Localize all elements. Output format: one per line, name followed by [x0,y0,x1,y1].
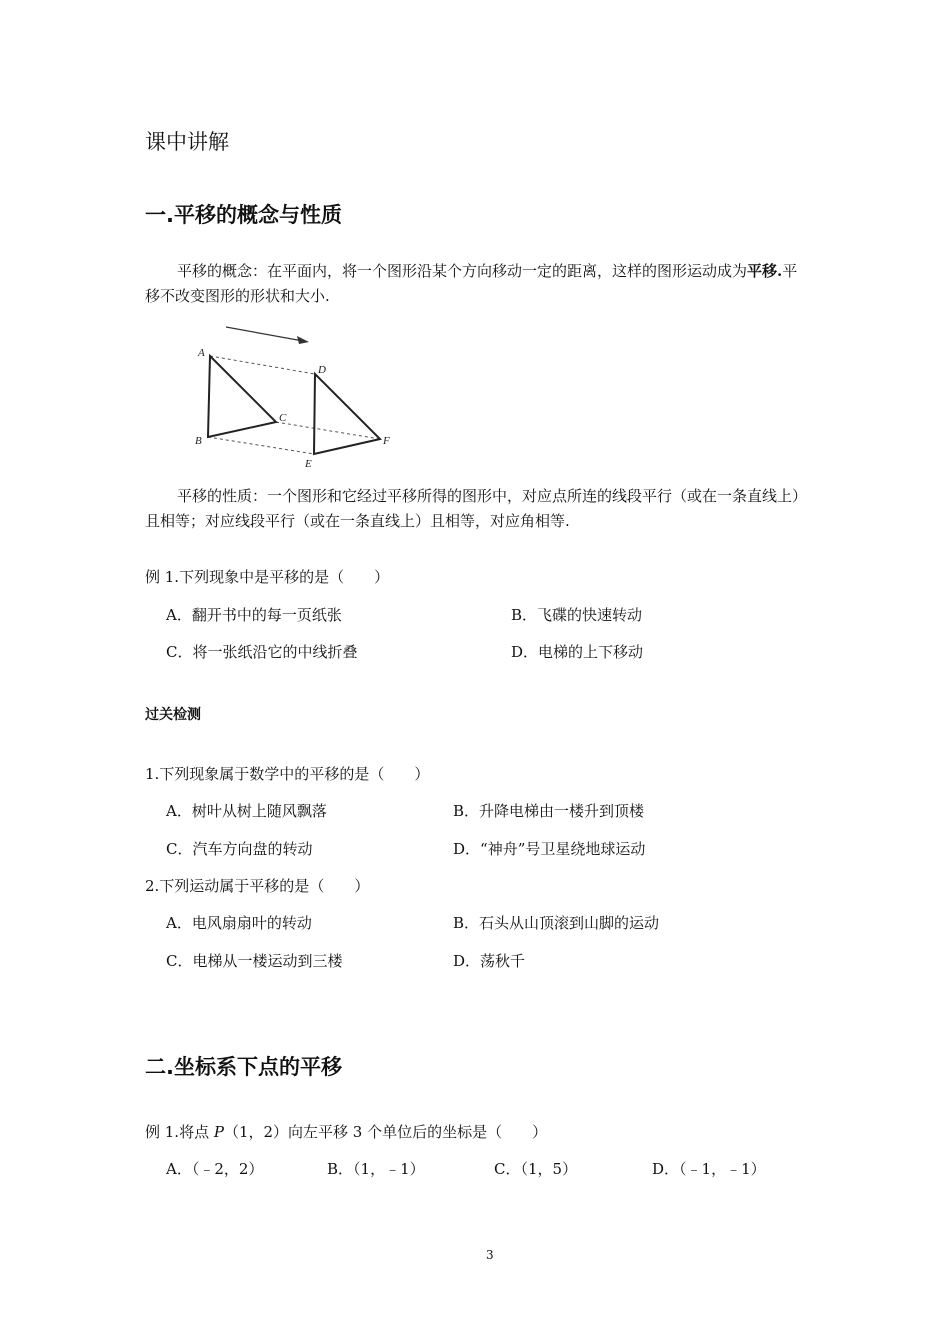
example-1-option-b: B．飞碟的快速转动 [511,606,643,624]
lesson-heading: 课中讲解 [145,130,229,154]
check-q2-option-a: A．电风扇扇叶的转动 [166,914,312,932]
concept-text-2: 平移不改变图形的形状和大小. [145,262,798,305]
point-variable: P [213,1123,224,1141]
concept-paragraph [145,259,810,309]
label-c: C [279,412,287,424]
example-1-option-a: A．翻开书中的每一页纸张 [166,606,342,624]
check-q2-option-d: D．荡秋千 [453,952,526,970]
check-q1-option-c: C．汽车方向盘的转动 [166,840,313,858]
section-2-option-a: A．（﹣2，2） [166,1160,264,1178]
label-f: F [383,435,390,447]
check-q1-option-d: D．“神舟”号卫星绕地球运动 [453,840,646,858]
concept-text-1: 平移的概念：在平面内，将一个图形沿某个方向移动一定的距离，这样的图形运动成为 [177,262,748,280]
concept-term: 平移. [747,262,783,280]
triangle-def [314,374,380,454]
check-q2-option-c: C．电梯从一楼运动到三楼 [166,952,343,970]
check-q1-option-a: A．树叶从树上随风飘落 [166,802,327,820]
arrow-icon [226,327,309,344]
correspondence-lines [208,356,380,454]
question-suffix: （1，2）向左平移 3 个单位后的坐标是（ ） [223,1123,548,1141]
section-2-option-d: D．（﹣1，﹣1） [652,1160,766,1178]
check-q2-option-b: B．石头从山顶滚到山脚的运动 [453,914,660,932]
example-1-question: 例 1.下列现象中是平移的是（ ） [145,568,390,586]
example-1-option-d: D．电梯的上下移动 [511,643,644,661]
example-1-option-c: C．将一张纸沿它的中线折叠 [166,643,358,661]
translation-figure [185,320,405,475]
section-1-title: 一.平移的概念与性质 [145,203,342,227]
triangle-abc [208,356,276,437]
section-2-example-1-question [145,1121,547,1142]
check-q1-question: 1.下列现象属于数学中的平移的是（ ） [145,765,430,783]
check-q2-question: 2.下列运动属于平移的是（ ） [145,877,370,895]
property-paragraph: 平移的性质：一个图形和它经过平移所得的图形中，对应点所连的线段平行（或在一条直线上）且相等；对应线段平行（或在一条直线上）且相等，对应角相等. [145,487,808,530]
section-2-title: 二.坐标系下点的平移 [145,1055,342,1079]
page-number: 3 [486,1248,494,1262]
label-e: E [305,458,312,470]
check-heading: 过关检测 [145,707,201,723]
question-prefix: 例 1.将点 [145,1123,214,1141]
label-a: A [198,347,205,359]
label-b: B [195,435,202,447]
label-d: D [318,364,326,376]
check-q1-option-b: B．升降电梯由一楼升到顶楼 [453,802,645,820]
section-2-option-b: B．（1，﹣1） [327,1160,425,1178]
section-2-option-c: C．（1，5） [494,1160,578,1178]
